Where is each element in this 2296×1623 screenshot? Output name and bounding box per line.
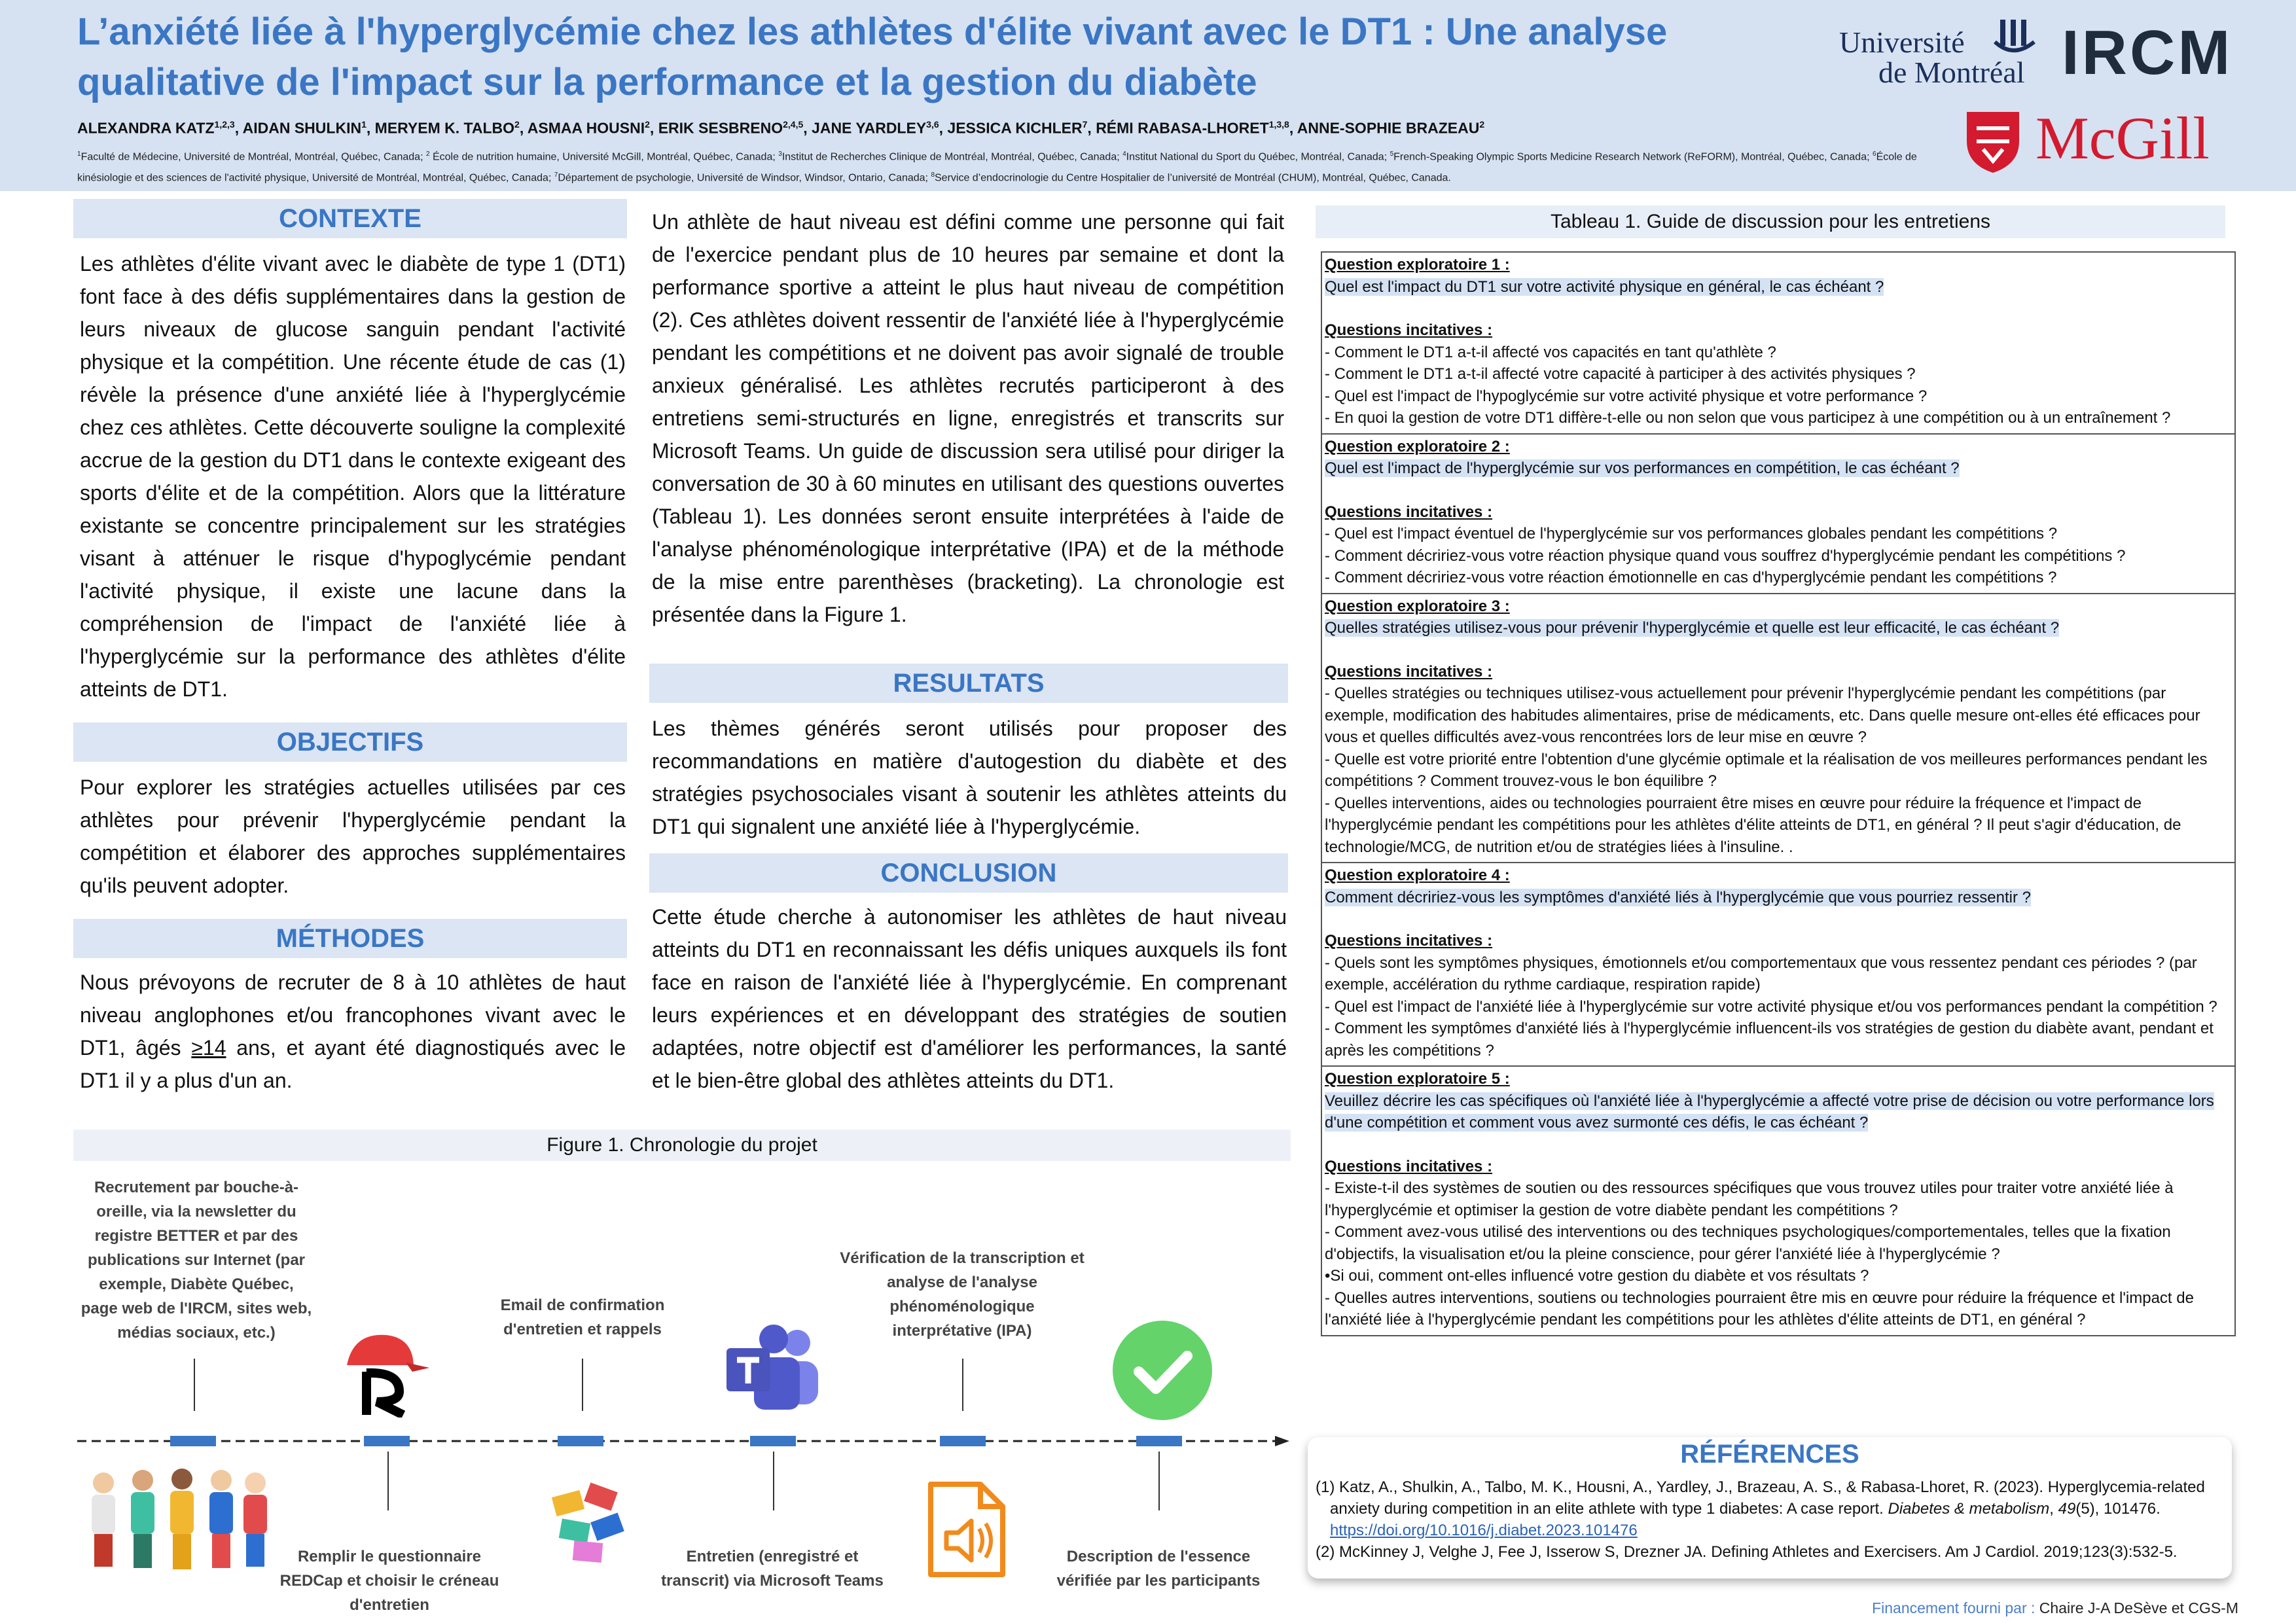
resultats-text: Les thèmes générés seront utilisés pour proposer des recommandations en matière d'autogestion du diabète et des stratégies psychosociales visant à soutenir les athlètes atteints du DT1 qui signalent une anxiété liée à l'hyperglycémie. <box>652 717 1287 838</box>
checkmark-icon <box>1110 1318 1215 1423</box>
author: AIDAN SHULKIN <box>242 119 362 137</box>
udem-emblem-icon <box>1994 20 2039 58</box>
section-title-methodes: MÉTHODES <box>73 919 627 958</box>
methodes-text: Nous prévoyons de recruter de 8 à 10 athlètes de haut niveau anglophones et/ou francophones vivant avec le DT1, âgés ≥14 ans, et ayant été diagnostiqués avec le DT1 il y a plus d'un an. <box>80 971 626 1092</box>
section-title-contexte: CONTEXTE <box>73 199 627 238</box>
table-row: Question exploratoire 4 : Comment décririez-vous les symptômes d'anxiété liés à l'hyperglycémie que vous pourriez ressentir ? Questions incitatives : - Quels sont les symptômes physiques, émotionnels et/ou comportementaux que vous ressentez pendant ces périodes ? (par exemple, accélération du rythme cardiaque, respiration rapide) - Quel est l'impact de l'anxiété liée à l'hyperglycémie sur votre activité physique et/ou vos performances pendant la compétition ? - Comment les symptômes d'anxiété liés à l'hyperglycémie influencent-ils vos stratégies de gestion du diabète avant, pendant et après les compétitions ? <box>1322 863 2234 1067</box>
reference-item: (1) Katz, A., Shulkin, A., Talbo, M. K., Housni, A., Yardley, J., Brazeau, A. S., & Rabasa-Lhoret, R. (2023). Hyperglycemia-related anxiety during competition in an elite athlete with type 1 diabetes: A case report. Diabetes & metabolism, 49(5), 101476. https://doi.org/10.1016/j.diabet.2023.101476 <box>1316 1478 2205 1539</box>
athletes-icon <box>77 1463 274 1575</box>
funding-note: Financement fourni par : Chaire J-A DeSève et CGS-M <box>1872 1599 2238 1616</box>
author: ASMAA HOUSNI <box>527 119 645 137</box>
affiliations: $^1$Faculté de Médecine, Université de Montréal, Montréal, Québec, Canada; $^2$ École de nutrition humaine, Université McGill, Montréal, Québec, Canada; $^3$Institut de Recherches Clinique de Montréal, Montréal, Québec, Canada; $^4$Institut National du Sport du Québec, Montréal, Canada; $^5$French-Speaking Olympic Sports Medicine Research Network (ReFORM), Montréal, Québec, Canada; $^6$École de kinésiologie et des sciences de l'activité physique, Université de Montréal, Montréal, Québec, Canada; $^7$Département de psychologie, Université de Windsor, Windsor, Ontario, Canada; $^8$Service d’endocrinologie du Centre Hospitalier de l’université de Montréal (CHUM), Montréal, Québec, Canada. <box>77 151 1917 184</box>
timeline-tick <box>1136 1436 1182 1446</box>
mcgill-shield-icon <box>1964 109 2022 174</box>
table-caption: Tableau 1. Guide de discussion pour les entretiens <box>1316 205 2225 238</box>
methodes-text-continued: Un athlète de haut niveau est défini comme une personne qui fait de l'exercice pendant plus de 10 heures par semaine et dont la performance sportive a atteint le plus haut niveau de compétition (2). Ces athlètes doivent ressentir de l'anxiété liée à l'hyperglycémie pendant les compétitions et ne doivent pas avoir signalé de trouble anxieux généralisé. Les athlètes recrutés participeront à des entretiens semi-structurés en ligne, enregistrés et transcrits sur Microsoft Teams. Un guide de discussion sera utilisé pour diriger la conversation de 30 à 60 minutes en utilisant des questions ouvertes (Tableau 1). Les données seront ensuite interprétées à l'aide de l'analyse phénoménologique interprétative (IPA) et de la méthode de la mise entre parenthèses (bracketing). La chronologie est présentée dans la Figure 1. <box>652 210 1284 626</box>
timeline-arrow-up <box>582 1359 583 1411</box>
table-row: Question exploratoire 3 : Quelles stratégies utilisez-vous pour prévenir l'hyperglycémie et quelle est leur efficacité, le cas échéant ? Questions incitatives : - Quelles stratégies ou techniques utilisez-vous actuellement pour prévenir l'hyperglycémie pendant les compétitions (par exemple, modification des habitudes alimentaires, prise de médicaments, etc. Dans quelle mesure ont-elles été efficaces pour vous et quelles difficultés avez-vous rencontrées lors de leur mise en œuvre ? - Quelle est votre priorité entre l'obtention d'une glycémie optimale et la réalisation de vos meilleures performances pendant les compétitions ? Comment trouvez-vous le bon équilibre ? - Quelles interventions, aides ou technologies pourraient être mises en œuvre pour réduire la fréquence et l'impact de l'hyperglycémie pendant les compétitions pour les athlètes d'élite atteints de DT1, en général ? Il peut s'agir d'éducation, de technologie/MCG, de nutrition et/ou de stratégies liées à l'insuline. . <box>1322 594 2234 864</box>
timeline-line <box>77 1433 1295 1449</box>
poster-title: L’anxiété liée à l'hyperglycémie chez les athlètes d'élite vivant avec le DT1 : Une analyse qualitative de l'impact sur la performance et la gestion du diabète <box>77 10 1668 103</box>
timeline-arrow-down <box>773 1452 774 1510</box>
author: JANE YARDLEY <box>812 119 927 137</box>
email-icon <box>547 1480 632 1565</box>
ircm-logo: IRCM <box>2062 18 2233 88</box>
timeline-tick <box>364 1436 410 1446</box>
table-row: Question exploratoire 5 : Veuillez décrire les cas spécifiques où l'anxiété liée à l'hyperglycémie a affecté votre prise de décision ou votre performance lors d'une compétition et comment vous avez surmonté ces défis, le cas échéant ? Questions incitatives : - Existe-t-il des systèmes de soutien ou des ressources spécifiques que vous trouvez utiles pour traiter votre anxiété liée à l'hyperglycémie et optimiser la gestion de votre diabète pendant les compétitions ? - Comment avez-vous utilisé des interventions ou des techniques psychologiques/comportementales, telles que la fixation d'objectifs, la visualisation et/ou la pleine conscience, pour gérer l'anxiété liée à l'hyperglycémie ? •Si oui, comment ont-elles influencé votre gestion du diabète et vos résultats ? - Quelles autres interventions, soutiens ou technologies pourraient être mis en œuvre pour réduire la fréquence et l'impact de l'anxiété liée à l'hyperglycémie pendant les compétitions pour les athlètes d'élite atteints de DT1, en général ? <box>1325 1070 2214 1329</box>
redcap-icon <box>340 1326 432 1418</box>
timeline-label-email: Email de confirmation d'entretien et rappels <box>500 1296 665 1338</box>
author-list: ALEXANDRA KATZ$^{1,2,3}$, AIDAN SHULKIN$^1$, MERYEM K. TALBO$^2$, ASMAA HOUSNI$^2$, ERIK SESBRENO$^{2,4,5}$, JANE YARDLEY$^{3,6}$, JESSICA KICHLER$^7$, RÉMI RABASA-LHORET$^{1,3,8}$, ANNE-SOPHIE BRAZEAU$^2$ <box>77 119 1485 137</box>
author: RÉMI RABASA-LHORET <box>1096 119 1269 137</box>
timeline-label-essence: Description de l'essence vérifiée par les participants <box>1056 1548 1261 1590</box>
author: ANNE-SOPHIE BRAZEAU <box>1297 119 1480 137</box>
mcgill-logo: McGill <box>1964 103 2245 175</box>
timeline-label-redcap: Remplir le questionnaire REDCap et choisir le créneau d'entretien <box>279 1548 499 1614</box>
timeline-label-recrutement: Recrutement par bouche-à-oreille, via la newsletter du registre BETTER et par des publications sur Internet (par exemple, Diabète Québec, page web de l'IRCM, sites web, médias sociaux, etc.) <box>81 1179 312 1342</box>
table-row: Question exploratoire 1 : Quel est l'impact du DT1 sur votre activité physique en général, le cas échéant ? Questions incitatives : - Comment le DT1 a-t-il affecté vos capacités en tant qu'athlète ? - Comment le DT1 a-t-il affecté votre capacité à participer à des activités physiques ? - Quel est l'impact de l'hypoglycémie sur votre activité physique et votre performance ? - En quoi la gestion de votre DT1 diffère-t-elle ou non selon que vous participez à une compétition ou à un entraînement ? <box>1322 253 2234 435</box>
reference-item: (2) McKinney J, Velghe J, Fee J, Isserow S, Drezner JA. Defining Athletes and Exercisers. Am J Cardiol. 2019;123(3):532-5. <box>1316 1543 2178 1561</box>
audio-file-icon <box>918 1480 1016 1578</box>
timeline-tick <box>750 1436 796 1446</box>
section-title-conclusion: CONCLUSION <box>649 853 1288 893</box>
figure-caption: Figure 1. Chronologie du projet <box>73 1130 1291 1161</box>
section-title-resultats: RESULTATS <box>649 664 1288 703</box>
timeline-arrow-down <box>387 1452 389 1510</box>
timeline-arrow-up <box>194 1359 195 1411</box>
author: ALEXANDRA KATZ <box>77 119 215 137</box>
conclusion-text: Cette étude cherche à autonomiser les athlètes de haut niveau atteints du DT1 en reconnaissant les défis uniques auxquels ils font face en raison de l'anxiété liée à l'hyperglycémie. En comprenant leurs expériences et en développant des stratégies de soutien adaptées, notre objectif est d'améliorer les performances, la santé et le bien-être global des athlètes atteints du DT1. <box>652 905 1287 1092</box>
discussion-guide-table <box>1321 251 2236 1336</box>
timeline-arrow-up <box>962 1359 963 1411</box>
timeline-tick <box>940 1436 986 1446</box>
timeline-tick <box>170 1436 216 1446</box>
timeline-label-entretien: Entretien (enregistré et transcrit) via Microsoft Teams <box>661 1548 884 1590</box>
author: ERIK SESBRENO <box>658 119 783 137</box>
section-title-references: RÉFÉRENCES <box>1680 1440 1859 1469</box>
section-title-objectifs: OBJECTIFS <box>73 722 627 762</box>
references-list <box>1316 1476 2225 1563</box>
timeline-tick <box>558 1436 603 1446</box>
timeline-label-verification: Vérification de la transcription et analyse de l'analyse phénoménologique interprétative (IPA) <box>840 1249 1085 1340</box>
objectifs-text: Pour explorer les stratégies actuelles utilisées par ces athlètes pour prévenir l'hyperglycémie pendant la compétition et élaborer des approches supplémentaires qu'ils peuvent adopter. <box>80 776 626 897</box>
author: JESSICA KICHLER <box>947 119 1083 137</box>
udem-logo: Université de Montréal <box>1839 20 2055 92</box>
doi-link[interactable]: https://doi.org/10.1016/j.diabet.2023.101476 <box>1330 1522 1638 1539</box>
table-row: Question exploratoire 2 : Quel est l'impact de l'hyperglycémie sur vos performances en compétition, le cas échéant ? Questions incitatives : - Quel est l'impact éventuel de l'hyperglycémie sur vos performances globales pendant les compétitions ? - Comment décririez-vous votre réaction physique quand vous souffrez d'hyperglycémie pendant les compétitions ? - Comment décririez-vous votre réaction émotionnelle en cas d'hyperglycémie pendant les compétitions ? <box>1322 435 2234 594</box>
author: MERYEM K. TALBO <box>374 119 515 137</box>
teams-icon <box>725 1325 823 1416</box>
timeline-arrow-down <box>1158 1452 1160 1510</box>
contexte-text: Les athlètes d'élite vivant avec le diabète de type 1 (DT1) font face à des défis supplémentaires dans la gestion de leurs niveaux de glucose sanguin pendant l'activité physique et la compétition. Une récente étude de cas (1) révèle la présence d'une anxiété liée à l'hyperglycémie chez ces athlètes. Cette découverte souligne la complexité accrue de la gestion du DT1 dans le contexte exigeant des sports d'élite et de la compétition. Alors que la littérature existante se concentre principalement sur les stratégies visant à atténuer le risque d'hypoglycémie pendant l'activité physique, il existe une lacune dans la compréhension de l'impact de l'anxiété liée à l'hyperglycémie sur la performance des athlètes d'élite atteints de DT1. <box>80 252 626 701</box>
